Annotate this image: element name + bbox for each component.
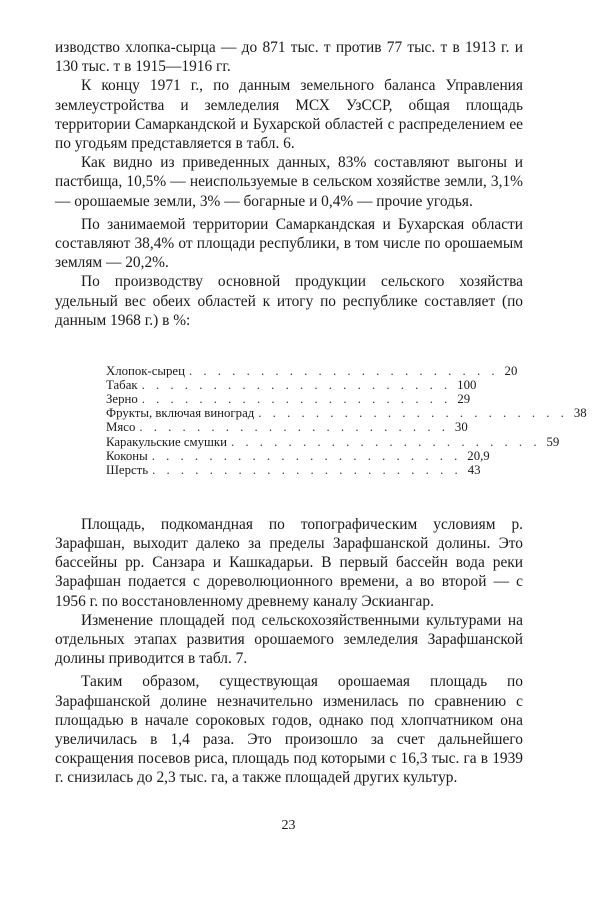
table-row: [106, 378, 477, 393]
paragraph-land-balance: К концу 1971 г., по данным земельного баланса Управления землеустройства и земледелия МСХ УзССР, общая площадь территории Самаркандской и Бухарской областей с распределением ее по угодьям представляется в табл. 6.: [55, 77, 523, 153]
row-label: Табак: [106, 378, 138, 393]
table-row: [106, 448, 490, 463]
leader-dots: . . . . . . . . . . . . . . . . . . . . . .: [141, 378, 452, 393]
leader-dots: . . . . . . . . . . . . . . . . . . . . . .: [141, 392, 452, 407]
leader-dots: . . . . . . . . . . . . . . . . . . . . . .: [152, 462, 462, 477]
row-label: Коконы: [106, 448, 148, 463]
paragraph-production-share: По производству основной продукции сельского хозяйства удельный вес обеих областей к итогу по республике составляет (по данным 1968 г.) в %:: [55, 273, 523, 329]
table-row: [106, 434, 560, 449]
leader-dots: . . . . . . . . . . . . . . . . . . . . . .: [230, 434, 541, 449]
production-share-table: [55, 364, 587, 477]
leader-dots: . . . . . . . . . . . . . . . . . . . . . .: [258, 406, 568, 421]
leader-dots: . . . . . . . . . . . . . . . . . . . . . .: [139, 420, 449, 435]
row-label: Мясо: [106, 420, 136, 435]
row-value: 20: [504, 364, 518, 379]
row-label: Зерно: [106, 392, 138, 407]
row-value: 30: [454, 420, 468, 435]
row-value: 100: [457, 378, 477, 393]
table-row: [106, 392, 471, 407]
table-row: [106, 462, 481, 477]
table-row: [106, 406, 587, 421]
paragraph-continued: изводство хлопка-сырца — до 871 тыс. т против 77 тыс. т в 1913 г. и 130 тыс. т в 1915—1916 гг.: [55, 39, 523, 76]
paragraph-conclusion: Таким образом, существующая орошаемая площадь по Зарафшанской долине незначительно изменилась по сравнению с площадью в начале сороковых годов, однако под хлопчатником она увеличилась в 1,4 раза. Это произошло за счет дальнейшего сокращения посевов риса, площадь под которыми с 16,3 тыс. га в 1939 г. снизилась до 2,3 тыс. га, а также площадей других культур.: [55, 673, 523, 787]
row-label: Фрукты, включая виноград: [106, 406, 255, 421]
table-row: [106, 364, 518, 379]
row-value: 20,9: [467, 448, 490, 463]
paragraph-land-use-shares: Как видно из приведенных данных, 83% составляют выгоны и пастбища, 10,5% — неиспользуемые в сельском хозяйстве земли, 3,1% — орошаемые земли, 3% — богарные и 0,4% — прочие угодья.: [55, 154, 523, 210]
row-value: 59: [546, 434, 560, 449]
row-label: Хлопок-сырец: [106, 364, 185, 379]
paragraph-crop-changes: Изменение площадей под сельскохозяйственными культурами на отдельных этапах развития орошаемого земледелия Зарафшанской долины приводится в табл. 7.: [55, 611, 523, 668]
paragraph-irrigation-area: Площадь, подкомандная по топографическим условиям р. Зарафшан, выходит далеко за пределы Зарафшанской долины. Это бассейны рр. Санзара и Кашкадарьи. В первый бассейн вода реки Зарафшан подается с дореволюционного времени, а во второй — с 1956 г. по восстановленному древнему каналу Эскиангар.: [55, 515, 523, 610]
row-value: 43: [467, 462, 481, 477]
page-body: [55, 38, 587, 788]
row-value: 29: [457, 392, 471, 407]
row-value: 38: [573, 406, 587, 421]
row-label: Шерсть: [106, 462, 149, 477]
leader-dots: . . . . . . . . . . . . . . . . . . . . . .: [188, 364, 499, 379]
leader-dots: . . . . . . . . . . . . . . . . . . . . . .: [151, 448, 462, 463]
row-label: Каракульские смушки: [106, 434, 227, 449]
page-number: 23: [281, 818, 296, 833]
paragraph-territory-share: По занимаемой территории Самаркандская и Бухарская области составляют 38,4% от площади республики, в том числе по орошаемым землям — 20,2%.: [55, 215, 523, 272]
table-row: [106, 420, 468, 435]
